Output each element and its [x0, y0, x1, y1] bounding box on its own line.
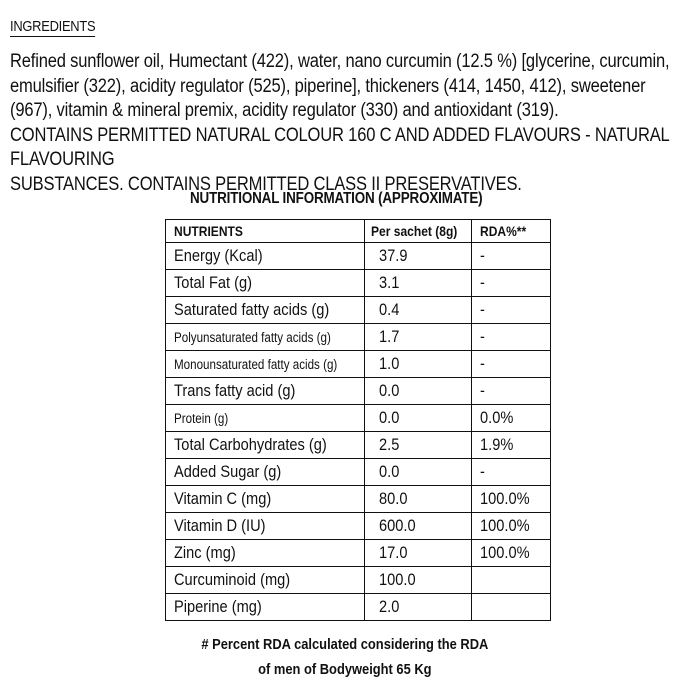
- footnote-line: # Percent RDA calculated considering the RDA: [201, 636, 489, 653]
- nutrient-per-sachet: 2.0: [364, 594, 471, 621]
- table-row: [166, 459, 551, 486]
- nutrient-rda: -: [472, 297, 551, 324]
- ingredients-line: CONTAINS PERMITTED NATURAL COLOUR 160 C AND ADDED FLAVOURS - NATURAL FLAVOURING: [10, 124, 669, 170]
- nutrient-rda: -: [472, 324, 551, 351]
- table-row: [166, 405, 551, 432]
- nutrient-name: Trans fatty acid (g): [166, 378, 365, 405]
- nutrient-name: Total Fat (g): [166, 270, 365, 297]
- table-row: [166, 513, 551, 540]
- table-row: [166, 432, 551, 459]
- nutrient-per-sachet: 37.9: [364, 243, 471, 270]
- nutrient-per-sachet: 2.5: [364, 432, 471, 459]
- table-row: [166, 594, 551, 621]
- ingredients-line: (967), vitamin & mineral premix, acidity regulator (330) and antioxidant (319).: [10, 100, 559, 121]
- ingredients-line: SUBSTANCES. CONTAINS PERMITTED CLASS II PRESERVATIVES.: [10, 173, 522, 195]
- nutrient-name: Total Carbohydrates (g): [166, 432, 365, 459]
- nutrition-table-title: NUTRITIONAL INFORMATION (APPROXIMATE): [190, 190, 483, 207]
- table-row: [166, 270, 551, 297]
- nutrient-rda: -: [472, 270, 551, 297]
- table-row: [166, 378, 551, 405]
- nutrient-per-sachet: 3.1: [364, 270, 471, 297]
- table-row: [166, 567, 551, 594]
- nutrient-name: Energy (Kcal): [166, 243, 365, 270]
- footnote-line: of men of Bodyweight 65 Kg: [258, 661, 432, 678]
- ingredients-heading: INGREDIENTS: [10, 18, 96, 35]
- nutrient-name: Zinc (mg): [166, 540, 365, 567]
- nutrient-rda: -: [472, 351, 551, 378]
- table-row: [166, 351, 551, 378]
- nutrient-name: Vitamin C (mg): [166, 486, 365, 513]
- nutrient-rda: [472, 594, 551, 621]
- nutrient-per-sachet: 1.0: [364, 351, 471, 378]
- nutrient-rda: 100.0%: [472, 540, 551, 567]
- nutrient-per-sachet: 0.4: [364, 297, 471, 324]
- header-rda: RDA%**: [472, 220, 551, 243]
- nutrient-per-sachet: 600.0: [364, 513, 471, 540]
- nutrient-per-sachet: 0.0: [364, 459, 471, 486]
- nutrient-rda: 100.0%: [472, 513, 551, 540]
- ingredients-line: emulsifier (322), acidity regulator (525), piperine], thickeners (414, 1450, 412), sweetener: [10, 75, 646, 97]
- nutrient-rda: -: [472, 378, 551, 405]
- nutrient-per-sachet: 80.0: [364, 486, 471, 513]
- nutrition-table: [165, 219, 551, 621]
- nutrient-rda: -: [472, 459, 551, 486]
- rda-footnote: [0, 632, 690, 682]
- table-row: [166, 540, 551, 567]
- nutrient-per-sachet: 100.0: [364, 567, 471, 594]
- nutrient-per-sachet: 1.7: [364, 324, 471, 351]
- ingredients-text: [10, 50, 680, 197]
- nutrient-rda: 100.0%: [472, 486, 551, 513]
- nutrient-rda: 1.9%: [472, 432, 551, 459]
- header-per-sachet: Per sachet (8g): [364, 220, 471, 243]
- nutrient-rda: 0.0%: [472, 405, 551, 432]
- table-row: [166, 486, 551, 513]
- nutrient-name: Curcuminoid (mg): [166, 567, 365, 594]
- table-row: [166, 243, 551, 270]
- nutrient-name: Saturated fatty acids (g): [166, 297, 365, 324]
- table-row: [166, 324, 551, 351]
- table-header-row: [166, 220, 551, 243]
- nutrient-name: Monounsaturated fatty acids (g): [166, 351, 365, 378]
- nutrient-rda: [472, 567, 551, 594]
- ingredients-line: Refined sunflower oil, Humectant (422), water, nano curcumin (12.5 %) [glycerine, curcumin,: [10, 51, 670, 72]
- nutrient-name: Protein (g): [166, 405, 365, 432]
- nutrient-name: Added Sugar (g): [166, 459, 365, 486]
- table-row: [166, 297, 551, 324]
- nutrient-name: Polyunsaturated fatty acids (g): [166, 324, 365, 351]
- nutrient-name: Vitamin D (IU): [166, 513, 365, 540]
- nutrient-rda: -: [472, 243, 551, 270]
- nutrient-per-sachet: 0.0: [364, 378, 471, 405]
- nutrient-per-sachet: 0.0: [364, 405, 471, 432]
- nutrient-name: Piperine (mg): [166, 594, 365, 621]
- header-nutrients: NUTRIENTS: [166, 220, 365, 243]
- nutrient-per-sachet: 17.0: [364, 540, 471, 567]
